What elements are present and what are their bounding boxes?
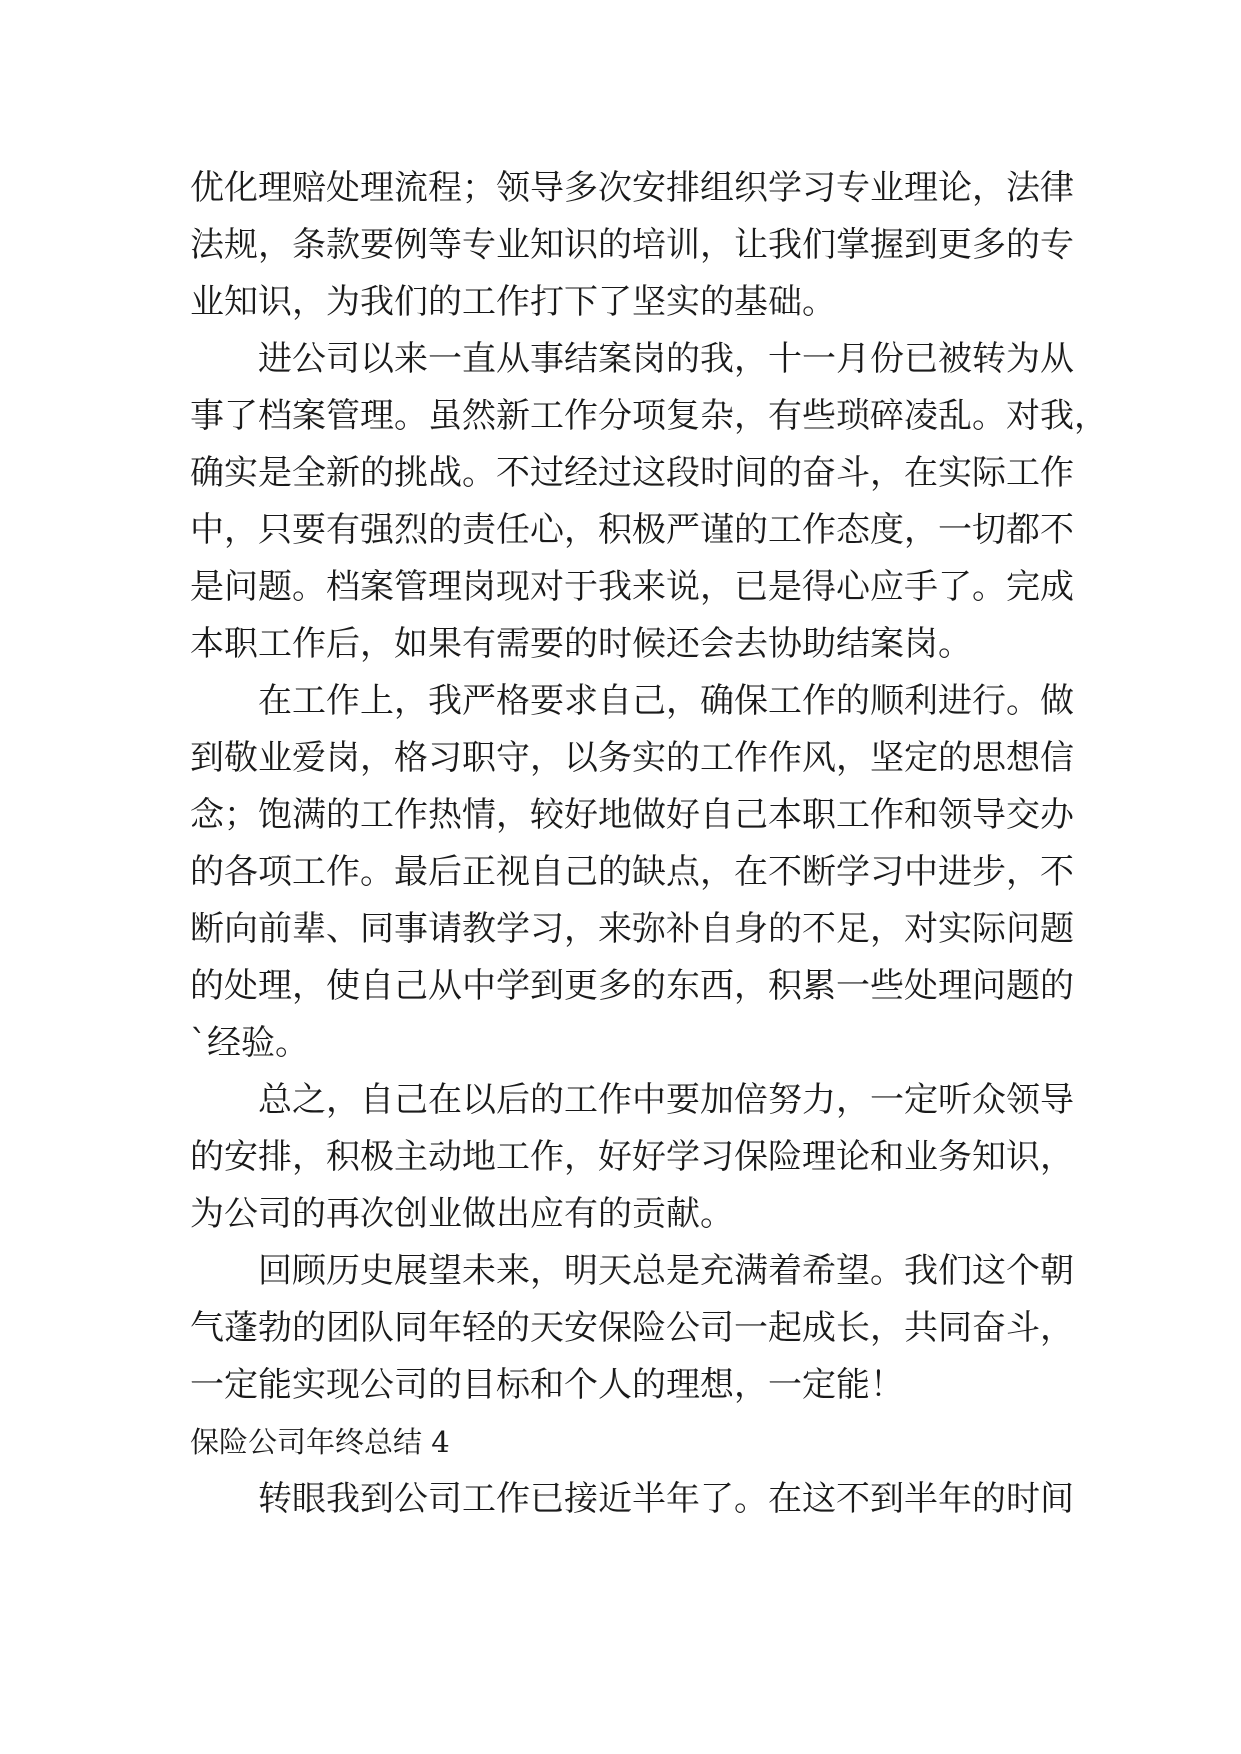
text-line <box>190 787 1074 844</box>
text-line-content: 为公司的再次创业做出应有的贡献。 <box>190 1194 734 1234</box>
text-line-content: 的安排，积极主动地工作，好好学习保险理论和业务知识， <box>190 1137 1074 1177</box>
text-line-content: 是问题。档案管理岗现对于我来说，已是得心应手了。完成 <box>190 567 1074 607</box>
text-line-content: 确实是全新的挑战。不过经过这段时间的奋斗，在实际工作 <box>190 453 1074 493</box>
text-line-content: 回顾历史展望未来，明天总是充满着希望。我们这个朝 <box>258 1251 1074 1291</box>
text-line-content: 进公司以来一直从事结案岗的我，十一月份已被转为从 <box>258 339 1074 379</box>
text-line <box>190 958 1074 1015</box>
text-line <box>190 730 1074 787</box>
text-line-content: 转眼我到公司工作已接近半年了。在这不到半年的时间 <box>258 1479 1074 1519</box>
text-line-content: 气蓬勃的团队同年轻的天安保险公司一起成长，共同奋斗， <box>190 1308 1074 1348</box>
text-line <box>190 160 1074 217</box>
text-line-content: 法规，条款要例等专业知识的培训，让我们掌握到更多的专 <box>190 225 1074 265</box>
text-line <box>190 217 1074 274</box>
text-line-content: 的各项工作。最后正视自己的缺点，在不断学习中进步，不 <box>190 852 1074 892</box>
text-line <box>190 1300 1074 1357</box>
text-line-content: 断向前辈、同事请教学习，来弥补自身的不足，对实际问题 <box>190 909 1074 949</box>
text-line-content: 总之，自己在以后的工作中要加倍努力，一定听众领导 <box>258 1080 1074 1120</box>
text-line <box>190 274 1050 331</box>
section-heading-text: 保险公司年终总结 4 <box>190 1425 450 1459</box>
section-heading <box>190 1414 1050 1471</box>
document-body <box>190 160 1108 1528</box>
text-line <box>190 559 1074 616</box>
text-line-content: `经验。 <box>190 1023 309 1063</box>
paragraph-first-line <box>190 1072 1074 1129</box>
text-line-content: 本职工作后，如果有需要的时候还会去协助结案岗。 <box>190 624 972 664</box>
text-line <box>190 1129 1074 1186</box>
text-line <box>190 502 1074 559</box>
text-line <box>190 901 1074 958</box>
text-line <box>190 1357 1050 1414</box>
paragraph-first-line <box>190 331 1074 388</box>
text-line-content: 中，只要有强烈的责任心，积极严谨的工作态度，一切都不 <box>190 510 1074 550</box>
text-line-content: 业知识，为我们的工作打下了坚实的基础。 <box>190 282 836 322</box>
text-line-content: 事了档案管理。虽然新工作分项复杂，有些琐碎凌乱。对我， <box>190 396 1108 436</box>
text-line-content: 的处理，使自己从中学到更多的东西，积累一些处理问题的 <box>190 966 1074 1006</box>
paragraph-first-line <box>190 1471 1074 1528</box>
text-line-content: 到敬业爱岗，格习职守，以务实的工作作风，坚定的思想信 <box>190 738 1074 778</box>
text-line-content: 一定能实现公司的目标和个人的理想，一定能！ <box>190 1365 904 1405</box>
text-line <box>190 388 1108 445</box>
paragraph-first-line <box>190 673 1074 730</box>
text-line <box>190 445 1074 502</box>
text-line-content: 优化理赔处理流程；领导多次安排组织学习专业理论，法律 <box>190 168 1074 208</box>
text-line-content: 在工作上，我严格要求自己，确保工作的顺利进行。做 <box>258 681 1074 721</box>
text-line <box>190 616 1050 673</box>
text-line <box>190 1186 1050 1243</box>
text-line <box>190 1015 1050 1072</box>
paragraph-first-line <box>190 1243 1074 1300</box>
text-line <box>190 844 1074 901</box>
text-line-content: 念；饱满的工作热情，较好地做好自己本职工作和领导交办 <box>190 795 1074 835</box>
